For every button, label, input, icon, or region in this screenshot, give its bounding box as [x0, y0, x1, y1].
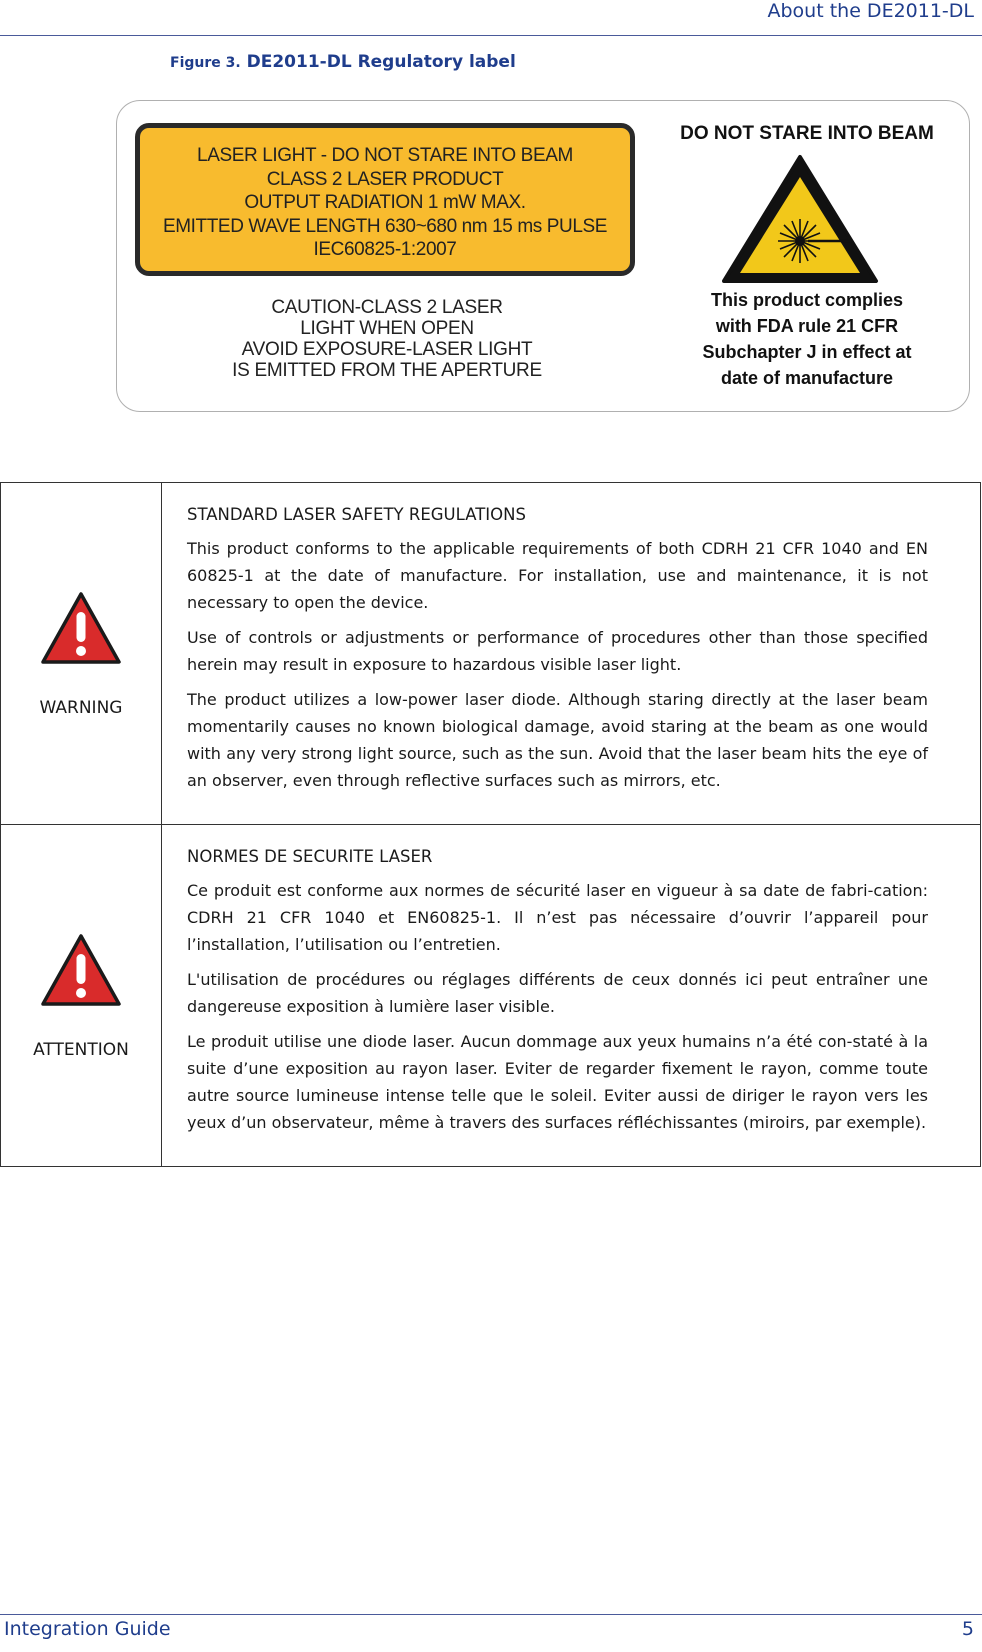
laser-hazard-icon: [720, 153, 880, 285]
figure-title: DE2011-DL Regulatory label: [246, 52, 516, 72]
header-rule: [0, 35, 982, 36]
running-header: About the DE2011-DL: [767, 0, 974, 22]
warning-title: STANDARD LASER SAFETY REGULATIONS: [187, 505, 526, 524]
attention-label: ATTENTION: [33, 1039, 129, 1060]
caution-line: LIGHT WHEN OPEN: [300, 318, 474, 339]
warning-paragraph: Use of controls or adjustments or performance of procedures other than those specified herein may result in exposure to hazardous visible laser light.: [187, 628, 928, 674]
caution-line: IS EMITTED FROM THE APERTURE: [232, 360, 542, 381]
safety-table: [0, 482, 981, 1167]
warning-paragraph: This product conforms to the applicable requirements of both CDRH 21 CFR 1040 and EN 60825-1 at the date of manufacture. For installation, use and maintenance, it is not necessary to open the device.: [187, 539, 928, 612]
yellow-line: LASER LIGHT - DO NOT STARE INTO BEAM: [197, 145, 573, 166]
attention-text-cell: [162, 825, 981, 1167]
do-not-stare-heading: DO NOT STARE INTO BEAM: [680, 123, 934, 144]
footer-rule: [0, 1614, 982, 1615]
warning-triangle-icon: [39, 932, 123, 1008]
laser-warning-panel: [135, 123, 635, 276]
fda-line: with FDA rule 21 CFR: [715, 316, 899, 336]
fda-line: Subchapter J in effect at: [702, 342, 912, 362]
caution-line: AVOID EXPOSURE-LASER LIGHT: [241, 339, 533, 360]
caution-text: [187, 297, 587, 381]
attention-row: [1, 825, 981, 1167]
warning-icon-cell: [1, 483, 162, 825]
fda-line: This product complies: [710, 290, 904, 310]
attention-icon-cell: [1, 825, 162, 1167]
yellow-line: OUTPUT RADIATION 1 mW MAX.: [244, 192, 526, 213]
warning-paragraph: The product utilizes a low-power laser diode. Although staring directly at the laser beam momentarily causes no known biological damage, avoid staring at the beam as one would with any very strong light source, such as the sun. Avoid that the laser beam hits the eye of an observer, even through reflective surfaces such as mirrors, etc.: [187, 690, 928, 790]
yellow-line: EMITTED WAVE LENGTH 630~680 nm 15 ms PULSE: [162, 215, 608, 237]
attention-paragraph: L'utilisation de procédures ou réglages différents de ceux donnés ici peut entraîner une dangereuse exposition à lumière laser visible.: [187, 970, 928, 1016]
warning-text-cell: [162, 483, 981, 825]
attention-paragraph: Ce produit est conforme aux normes de sécurité laser en vigueur à sa date de fabri-cation: CDRH 21 CFR 1040 et EN60825-1. Il n’est pas nécessaire d’ouvrir l’appareil pour l’installation, l’utilisation ou l’entretien.: [187, 881, 928, 954]
yellow-line: IEC60825-1:2007: [313, 239, 457, 260]
figure-number: Figure 3.: [170, 55, 241, 71]
fda-compliance-text: [677, 287, 937, 391]
figure-caption: [170, 52, 516, 72]
warning-label: WARNING: [39, 697, 123, 718]
warning-row: [1, 483, 981, 825]
regulatory-label: [116, 100, 970, 412]
yellow-line: CLASS 2 LASER PRODUCT: [266, 168, 504, 190]
page-number: 5: [961, 1618, 974, 1640]
warning-triangle-icon: [39, 590, 123, 666]
attention-title: NORMES DE SECURITE LASER: [187, 847, 433, 866]
footer-document-title: Integration Guide: [4, 1618, 171, 1640]
attention-paragraph: Le produit utilise une diode laser. Aucun dommage aux yeux humains n’a été con-staté à la suite d’une exposition au rayon laser. Eviter de regarder fixement le rayon, comme toute autre source lumineuse intense telle que le soleil. Eviter aussi de diriger le rayon vers les yeux d’un observateur, même à travers des surfaces réfléchissantes (miroirs, par exemple).: [187, 1032, 928, 1132]
caution-line: CAUTION-CLASS 2 LASER: [271, 297, 503, 318]
fda-line: date of manufacture: [720, 368, 894, 388]
